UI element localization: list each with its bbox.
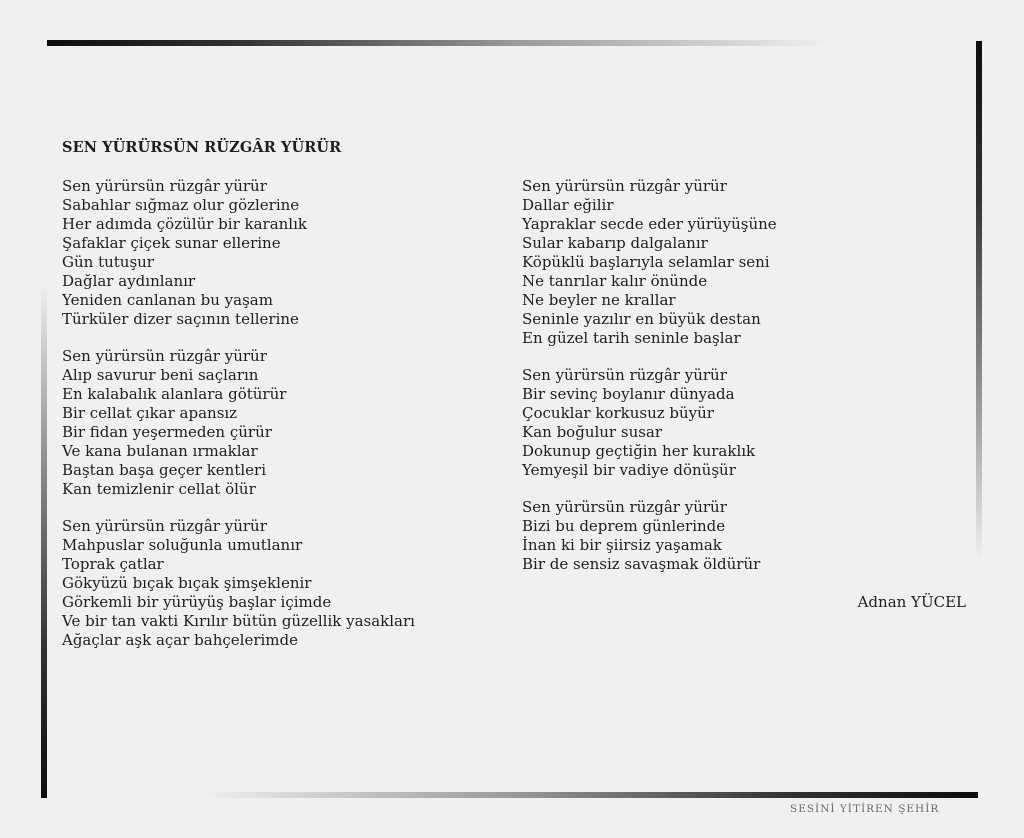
poem-line: Alıp savurur beni saçların xyxy=(62,366,259,384)
poem-line: Baştan başa geçer kentleri xyxy=(62,461,267,479)
frame-border-bottom xyxy=(200,792,978,798)
poem-line: Sabahlar sığmaz olur gözlerine xyxy=(62,196,300,214)
poem-line: Sen yürürsün rüzgâr yürür xyxy=(522,177,727,195)
poem-line: Sen yürürsün rüzgâr yürür xyxy=(522,498,727,516)
poem-line: Görkemli bir yürüyüş başlar içimde xyxy=(62,593,332,611)
poem-line: Bizi bu deprem günlerinde xyxy=(522,517,726,535)
poem-line: Türküler dizer saçının tellerine xyxy=(62,310,299,328)
poem-line: Bir sevinç boylanır dünyada xyxy=(522,385,735,403)
poem-line: Yapraklar secde eder yürüyüşüne xyxy=(522,215,777,233)
stanza-3 xyxy=(62,517,502,650)
frame-border-top xyxy=(47,40,830,46)
poem-line: Ne beyler ne krallar xyxy=(522,291,676,309)
poem-line: Çocuklar korkusuz büyür xyxy=(522,404,714,422)
poem-line: Gökyüzü bıçak bıçak şimşeklenir xyxy=(62,574,312,592)
poem-line: Sen yürürsün rüzgâr yürür xyxy=(62,347,267,365)
stanza-2 xyxy=(62,347,502,499)
poem-line: Ağaçlar aşk açar bahçelerimde xyxy=(62,631,299,649)
poem-line: Şafaklar çiçek sunar ellerine xyxy=(62,234,281,252)
poem-line: Köpüklü başlarıyla selamlar seni xyxy=(522,253,770,271)
stanza-5 xyxy=(522,366,962,480)
poem-line: En güzel tarih seninle başlar xyxy=(522,329,741,347)
poem-line: Bir cellat çıkar apansız xyxy=(62,404,238,422)
poem-line: Dokunup geçtiğin her kuraklık xyxy=(522,442,756,460)
poem-line: Dallar eğilir xyxy=(522,196,614,214)
poem-line: Ve bir tan vakti Kırılır bütün güzellik yasakları xyxy=(62,612,415,630)
book-title-footer: SESİNİ YİTİREN ŞEHİR xyxy=(790,803,940,815)
frame-border-right xyxy=(976,41,982,561)
poem-line: Ve kana bulanan ırmaklar xyxy=(62,442,258,460)
poem-right-column xyxy=(522,177,962,592)
poem-line: Gün tutuşur xyxy=(62,253,154,271)
poem-line: Bir de sensiz savaşmak öldürür xyxy=(522,555,761,573)
poem-line: Sen yürürsün rüzgâr yürür xyxy=(522,366,727,384)
poem-line: En kalabalık alanlara götürür xyxy=(62,385,287,403)
poem-line: Her adımda çözülür bir karanlık xyxy=(62,215,307,233)
poem-line: Dağlar aydınlanır xyxy=(62,272,196,290)
poem-title: SEN YÜRÜRSÜN RÜZGÂR YÜRÜR xyxy=(62,139,342,156)
poem-left-column xyxy=(62,177,502,668)
frame-border-left xyxy=(41,285,47,798)
poem-line: Kan temizlenir cellat ölür xyxy=(62,480,256,498)
poem-line: Kan boğulur susar xyxy=(522,423,663,441)
poem-line: Yeniden canlanan bu yaşam xyxy=(62,291,273,309)
poem-line: Mahpuslar soluğunla umutlanır xyxy=(62,536,303,554)
poem-author: Adnan YÜCEL xyxy=(857,593,966,611)
poem-line: Sular kabarıp dalgalanır xyxy=(522,234,708,252)
poem-line: Yemyeşil bir vadiye dönüşür xyxy=(522,461,736,479)
poem-line: Sen yürürsün rüzgâr yürür xyxy=(62,517,267,535)
poem-line: Ne tanrılar kalır önünde xyxy=(522,272,708,290)
poem-line: İnan ki bir şiirsiz yaşamak xyxy=(522,536,722,554)
poem-line: Seninle yazılır en büyük destan xyxy=(522,310,761,328)
poem-line: Bir fidan yeşermeden çürür xyxy=(62,423,272,441)
poem-line: Toprak çatlar xyxy=(62,555,164,573)
stanza-6 xyxy=(522,498,962,574)
stanza-4 xyxy=(522,177,962,348)
stanza-1 xyxy=(62,177,502,329)
poem-line: Sen yürürsün rüzgâr yürür xyxy=(62,177,267,195)
